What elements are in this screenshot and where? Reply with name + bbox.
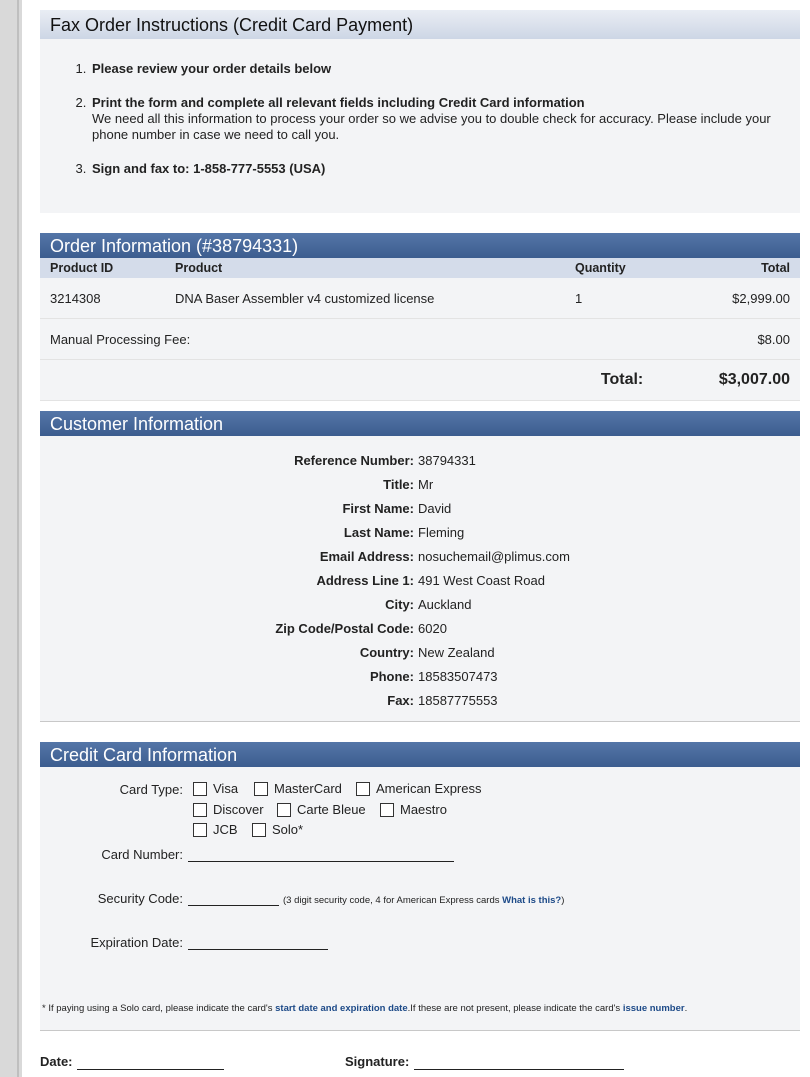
customer-field-row (40, 545, 800, 569)
customer-field-label: Address Line 1: (316, 573, 414, 588)
total-value: $3,007.00 (683, 360, 800, 401)
fee-value: $8.00 (683, 319, 800, 360)
customer-information-title: Customer Information (40, 411, 800, 436)
col-product: Product (165, 258, 565, 278)
expiration-date-field[interactable] (188, 935, 328, 950)
customer-field-value: 6020 (418, 621, 447, 636)
checkbox-mastercard[interactable]: MasterCard (254, 781, 342, 796)
customer-field-value: David (418, 501, 452, 516)
instruction-steps (40, 39, 800, 177)
security-code-note: (3 digit security code, 4 for American Express cards What is this?) (283, 895, 565, 906)
customer-field-row (40, 641, 800, 665)
customer-field-label: Last Name: (343, 525, 414, 540)
issue-number-link[interactable]: issue number (622, 1003, 685, 1014)
checkbox-discover[interactable]: Discover (193, 802, 264, 817)
fax-instructions-section (40, 10, 800, 213)
customer-field-row (40, 593, 800, 617)
signature-field[interactable] (414, 1055, 624, 1070)
card-type-label: Card Type: (119, 782, 183, 797)
customer-field-label: Title: (383, 477, 414, 492)
customer-information-section (40, 411, 800, 721)
window-left-border (0, 0, 22, 1077)
order-information-title: Order Information (#38794331) (40, 233, 800, 258)
customer-field-label: First Name: (342, 501, 414, 516)
step-1: 1. Please review your order details below (90, 61, 800, 77)
security-code-label: Security Code: (97, 891, 183, 906)
customer-field-label: Country: (359, 645, 414, 660)
customer-field-row (40, 569, 800, 593)
fee-label: Manual Processing Fee: (40, 319, 683, 360)
divider (40, 721, 800, 722)
solo-card-note: * If paying using a Solo card, please indicate the card's start date and expiration date.If these are not present, please indicate the card's issue number. (42, 1003, 688, 1014)
customer-field-row (40, 449, 800, 473)
fax-instructions-title: Fax Order Instructions (Credit Card Payment) (40, 10, 800, 39)
customer-field-row (40, 617, 800, 641)
col-product-id: Product ID (40, 258, 165, 278)
step-2: 2. Print the form and complete all relevant fields including Credit Card information We need all this information to process your order so we advise you to double check for accuracy. Please include your phone number in case we need to call you. (90, 95, 800, 143)
total-label: Total: (565, 360, 683, 401)
customer-field-value: Mr (418, 477, 434, 492)
signature-label: Signature: (345, 1054, 410, 1069)
divider (40, 1030, 800, 1031)
credit-card-section (40, 742, 800, 1030)
order-table-header (40, 258, 800, 278)
item-quantity: 1 (565, 278, 683, 319)
credit-card-title: Credit Card Information (40, 742, 800, 767)
customer-fields (40, 436, 800, 723)
checkbox-visa[interactable]: Visa (193, 781, 238, 796)
item-product: DNA Baser Assembler v4 customized license (165, 278, 565, 319)
step-2-note: We need all this information to process your order so we advise you to double check for accuracy. Please include your phone number in case we need to call you. (92, 111, 771, 142)
customer-field-row (40, 473, 800, 497)
customer-field-label: Zip Code/Postal Code: (275, 621, 414, 636)
customer-field-row (40, 521, 800, 545)
date-label: Date: (40, 1054, 73, 1069)
col-total: Total (683, 258, 800, 278)
checkbox-solo[interactable]: Solo* (252, 822, 303, 837)
card-number-label: Card Number: (101, 847, 183, 862)
checkbox-carte-bleue[interactable]: Carte Bleue (277, 802, 366, 817)
customer-field-value: Auckland (418, 597, 472, 612)
checkbox-jcb[interactable]: JCB (193, 822, 238, 837)
card-number-field[interactable] (188, 847, 454, 862)
customer-field-row (40, 689, 800, 713)
customer-field-value: New Zealand (418, 645, 495, 660)
fee-row (40, 319, 800, 360)
customer-field-row (40, 665, 800, 689)
customer-field-row (40, 497, 800, 521)
start-expiration-date-link[interactable]: start date and expiration date (275, 1003, 408, 1014)
total-row (40, 360, 800, 401)
customer-field-value: 18587775553 (418, 693, 498, 708)
customer-field-value: nosuchemail@plimus.com (418, 549, 570, 564)
customer-field-value: 491 West Coast Road (418, 573, 545, 588)
customer-field-value: 38794331 (418, 453, 476, 468)
what-is-this-link[interactable]: What is this? (502, 895, 562, 906)
item-product-id: 3214308 (40, 278, 165, 319)
customer-field-value: 18583507473 (418, 669, 498, 684)
checkbox-american-express[interactable]: American Express (356, 781, 481, 796)
customer-field-label: Email Address: (319, 549, 414, 564)
col-quantity: Quantity (565, 258, 683, 278)
customer-field-label: Fax: (387, 693, 414, 708)
security-code-field[interactable] (188, 891, 279, 906)
customer-field-label: Reference Number: (294, 453, 414, 468)
customer-field-label: Phone: (369, 669, 414, 684)
table-row (40, 278, 800, 319)
customer-field-label: City: (385, 597, 414, 612)
step-3: 3. Sign and fax to: 1-858-777-5553 (USA) (90, 161, 800, 177)
customer-field-value: Fleming (418, 525, 465, 540)
date-field[interactable] (77, 1055, 224, 1070)
checkbox-maestro[interactable]: Maestro (380, 802, 447, 817)
order-table (40, 258, 800, 401)
item-total: $2,999.00 (683, 278, 800, 319)
order-information-section (40, 233, 800, 391)
expiration-date-label: Expiration Date: (90, 935, 183, 950)
